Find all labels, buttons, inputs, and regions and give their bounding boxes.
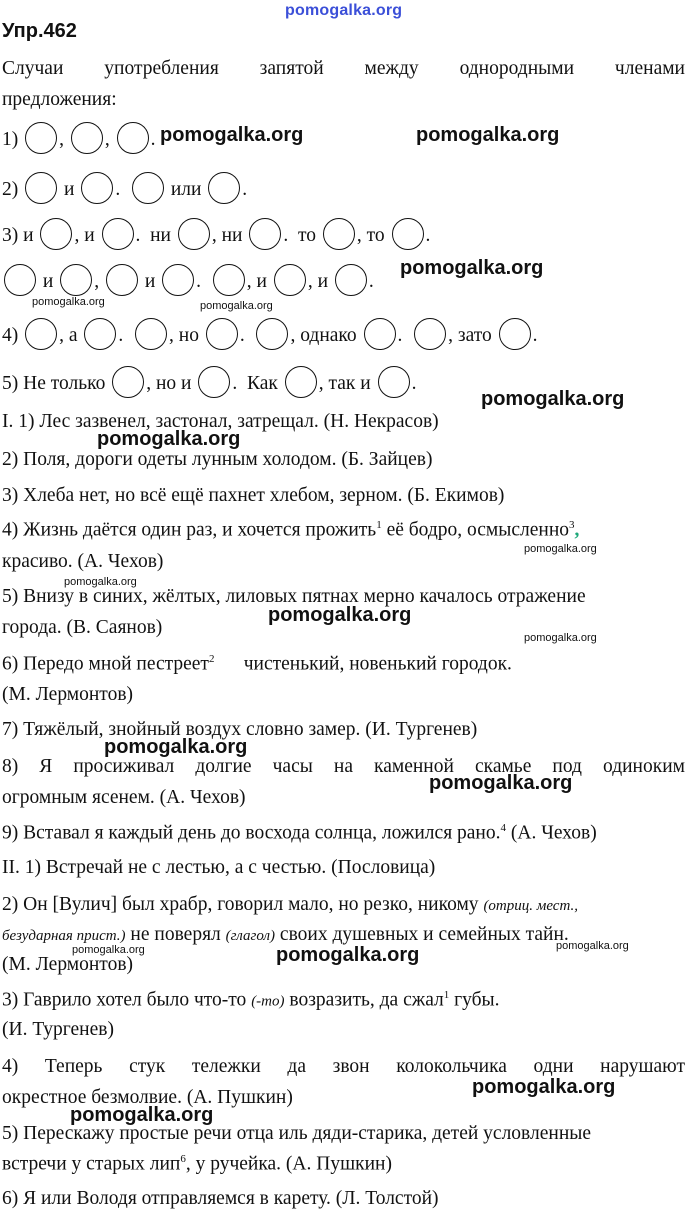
- circle-icon: [213, 264, 245, 296]
- scheme-1: 1) , , .: [2, 122, 156, 154]
- watermark: pomogalka.org: [524, 632, 597, 644]
- circle-icon: [71, 122, 103, 154]
- circle-icon: [81, 172, 113, 204]
- sentence-II-2-cont: безударная прист.) не поверял (глагол) своих душевных и семейных тайн.: [2, 924, 569, 945]
- circle-icon: [178, 218, 210, 250]
- conj: но: [178, 325, 199, 346]
- watermark: pomogalka.org: [70, 1104, 214, 1126]
- scheme-2: 2) и . или .: [2, 172, 247, 204]
- watermark: pomogalka.org: [472, 1076, 616, 1098]
- scheme-number: 2): [2, 179, 19, 200]
- sentence-I-4: 4) Жизнь даётся один раз, и хочется прожить$^1$ её бодро, осмысленно$^3$,: [2, 519, 580, 541]
- watermark: pomogalka.org: [97, 428, 241, 450]
- conj: и: [144, 271, 156, 292]
- conj: ни: [221, 225, 243, 246]
- sentence-I-6-cont: (М. Лермонтов): [2, 684, 134, 705]
- sentence-I-4-cont: красиво. (А. Чехов): [2, 551, 164, 572]
- circle-icon: [106, 264, 138, 296]
- circle-icon: [378, 366, 410, 398]
- sentence-II-4: 4) Теперь стук тележки да звон колокольчика одни нарушают: [2, 1056, 685, 1077]
- scheme-number: 3): [2, 225, 19, 246]
- watermark: pomogalka.org: [276, 944, 420, 966]
- watermark: pomogalka.org: [32, 296, 105, 308]
- sentence-I-8: 8) Я просиживал долгие часы на каменной скамье под одиноким: [2, 756, 685, 777]
- sentence-II-2-author: (М. Лермонтов): [2, 954, 134, 975]
- watermark: pomogalka.org: [64, 576, 137, 588]
- sentence-II-3-author: (И. Тургенев): [2, 1019, 114, 1040]
- watermark-top: pomogalka.org: [285, 2, 403, 19]
- circle-icon: [285, 366, 317, 398]
- conj: и: [84, 225, 95, 246]
- circle-icon: [40, 218, 72, 250]
- watermark: pomogalka.org: [556, 940, 629, 952]
- intro-line-1: Случаи употребления запятой между однородными членами: [2, 58, 685, 79]
- conj: и: [42, 271, 54, 292]
- circle-icon: [499, 318, 531, 350]
- sentence-II-5-cont: встречи у старых лип$^6$, у ручейка. (А. Пушкин): [2, 1153, 392, 1175]
- circle-icon: [206, 318, 238, 350]
- sentence-II-2: 2) Он [Вулич] был храбр, говорил мало, но резко, никому (отриц. мест.,: [2, 894, 578, 915]
- circle-icon: [135, 318, 167, 350]
- scheme-3: 3) и , и . ни , ни . то , то .: [2, 218, 430, 250]
- watermark: pomogalka.org: [268, 604, 412, 626]
- scheme-number: 5): [2, 373, 19, 394]
- watermark: pomogalka.org: [524, 543, 597, 555]
- sentence-I-9: 9) Вставал я каждый день до восхода солнца, ложился рано.$^4$ (А. Чехов): [2, 822, 597, 844]
- conj: и: [317, 271, 328, 292]
- circle-icon: [25, 318, 57, 350]
- scheme-number: 4): [2, 325, 19, 346]
- circle-icon: [274, 264, 306, 296]
- circle-icon: [364, 318, 396, 350]
- conj: так и: [328, 373, 371, 394]
- circle-icon: [25, 122, 57, 154]
- sentence-II-5: 5) Перескажу простые речи отца иль дяди-старика, детей условленные: [2, 1123, 592, 1144]
- circle-icon: [117, 122, 149, 154]
- intro-line-2: предложения:: [2, 89, 117, 110]
- sentence-I-5: 5) Внизу в синих, жёлтых, лиловых пятнах мерно качалось отражение: [2, 586, 586, 607]
- circle-icon: [132, 172, 164, 204]
- watermark: pomogalka.org: [200, 300, 273, 312]
- conj: но и: [155, 373, 192, 394]
- conj: и: [64, 179, 75, 200]
- sentence-I-2: 2) Поля, дороги одеты лунным холодом. (Б. Зайцев): [2, 449, 433, 470]
- circle-icon: [4, 264, 36, 296]
- conj: а: [68, 325, 78, 346]
- sentence-I-8-cont: огромным ясенем. (А. Чехов): [2, 787, 246, 808]
- circle-icon: [60, 264, 92, 296]
- conj: то: [298, 225, 317, 246]
- circle-icon: [112, 366, 144, 398]
- circle-icon: [208, 172, 240, 204]
- circle-icon: [335, 264, 367, 296]
- sentence-II-4-cont: окрестное безмолвие. (А. Пушкин): [2, 1087, 293, 1108]
- sentence-II-1: II. 1) Встречай не с лестью, а с честью. (Пословица): [2, 857, 436, 878]
- circle-icon: [392, 218, 424, 250]
- circle-icon: [162, 264, 194, 296]
- sentence-I-6: 6) Передо мной пестреет$^2$ чистенький, новенький городок.: [2, 653, 512, 675]
- sentence-I-5-cont: города. (В. Саянов): [2, 617, 163, 638]
- conj: и: [256, 271, 267, 292]
- sentence-I-1: I. 1) Лес зазвенел, застонал, затрещал. (Н. Некрасов): [2, 411, 439, 432]
- circle-icon: [414, 318, 446, 350]
- circle-icon: [323, 218, 355, 250]
- watermark: pomogalka.org: [481, 388, 625, 410]
- circle-icon: [25, 172, 57, 204]
- conj: то: [366, 225, 385, 246]
- sentence-I-7: 7) Тяжёлый, знойный воздух словно замер. (И. Тургенев): [2, 719, 478, 740]
- conj: ни: [150, 225, 171, 246]
- watermark: pomogalka.org: [400, 257, 544, 279]
- watermark: pomogalka.org: [72, 944, 145, 956]
- conj: или: [170, 179, 202, 200]
- scheme-5: 5) Не только , но и . Как , так и .: [2, 366, 416, 398]
- sentence-I-3: 3) Хлеба нет, но всё ещё пахнет хлебом, зерном. (Б. Екимов): [2, 485, 505, 506]
- sentence-II-6: 6) Я или Володя отправляемся в карету. (Л. Толстой): [2, 1188, 439, 1209]
- conj: однако: [300, 325, 357, 346]
- watermark: pomogalka.org: [160, 124, 304, 146]
- scheme-4: 4) , а . , но . , однако . , зато .: [2, 318, 538, 350]
- circle-icon: [84, 318, 116, 350]
- conj: и: [23, 225, 34, 246]
- watermark: pomogalka.org: [429, 772, 573, 794]
- watermark: pomogalka.org: [104, 736, 248, 758]
- conj: Не только: [23, 373, 106, 394]
- circle-icon: [249, 218, 281, 250]
- sentence-II-3: 3) Гаврило хотел было что-то (-то) возразить, да сжал$^1$ губы.: [2, 989, 500, 1011]
- circle-icon: [102, 218, 134, 250]
- conj: Как: [246, 373, 278, 394]
- watermark: pomogalka.org: [416, 124, 560, 146]
- conj: зато: [457, 325, 492, 346]
- circle-icon: [256, 318, 288, 350]
- scheme-3-cont: и , и . , и , и .: [2, 264, 374, 296]
- circle-icon: [198, 366, 230, 398]
- scheme-number: 1): [2, 129, 19, 150]
- exercise-title: Упр.462: [2, 20, 77, 42]
